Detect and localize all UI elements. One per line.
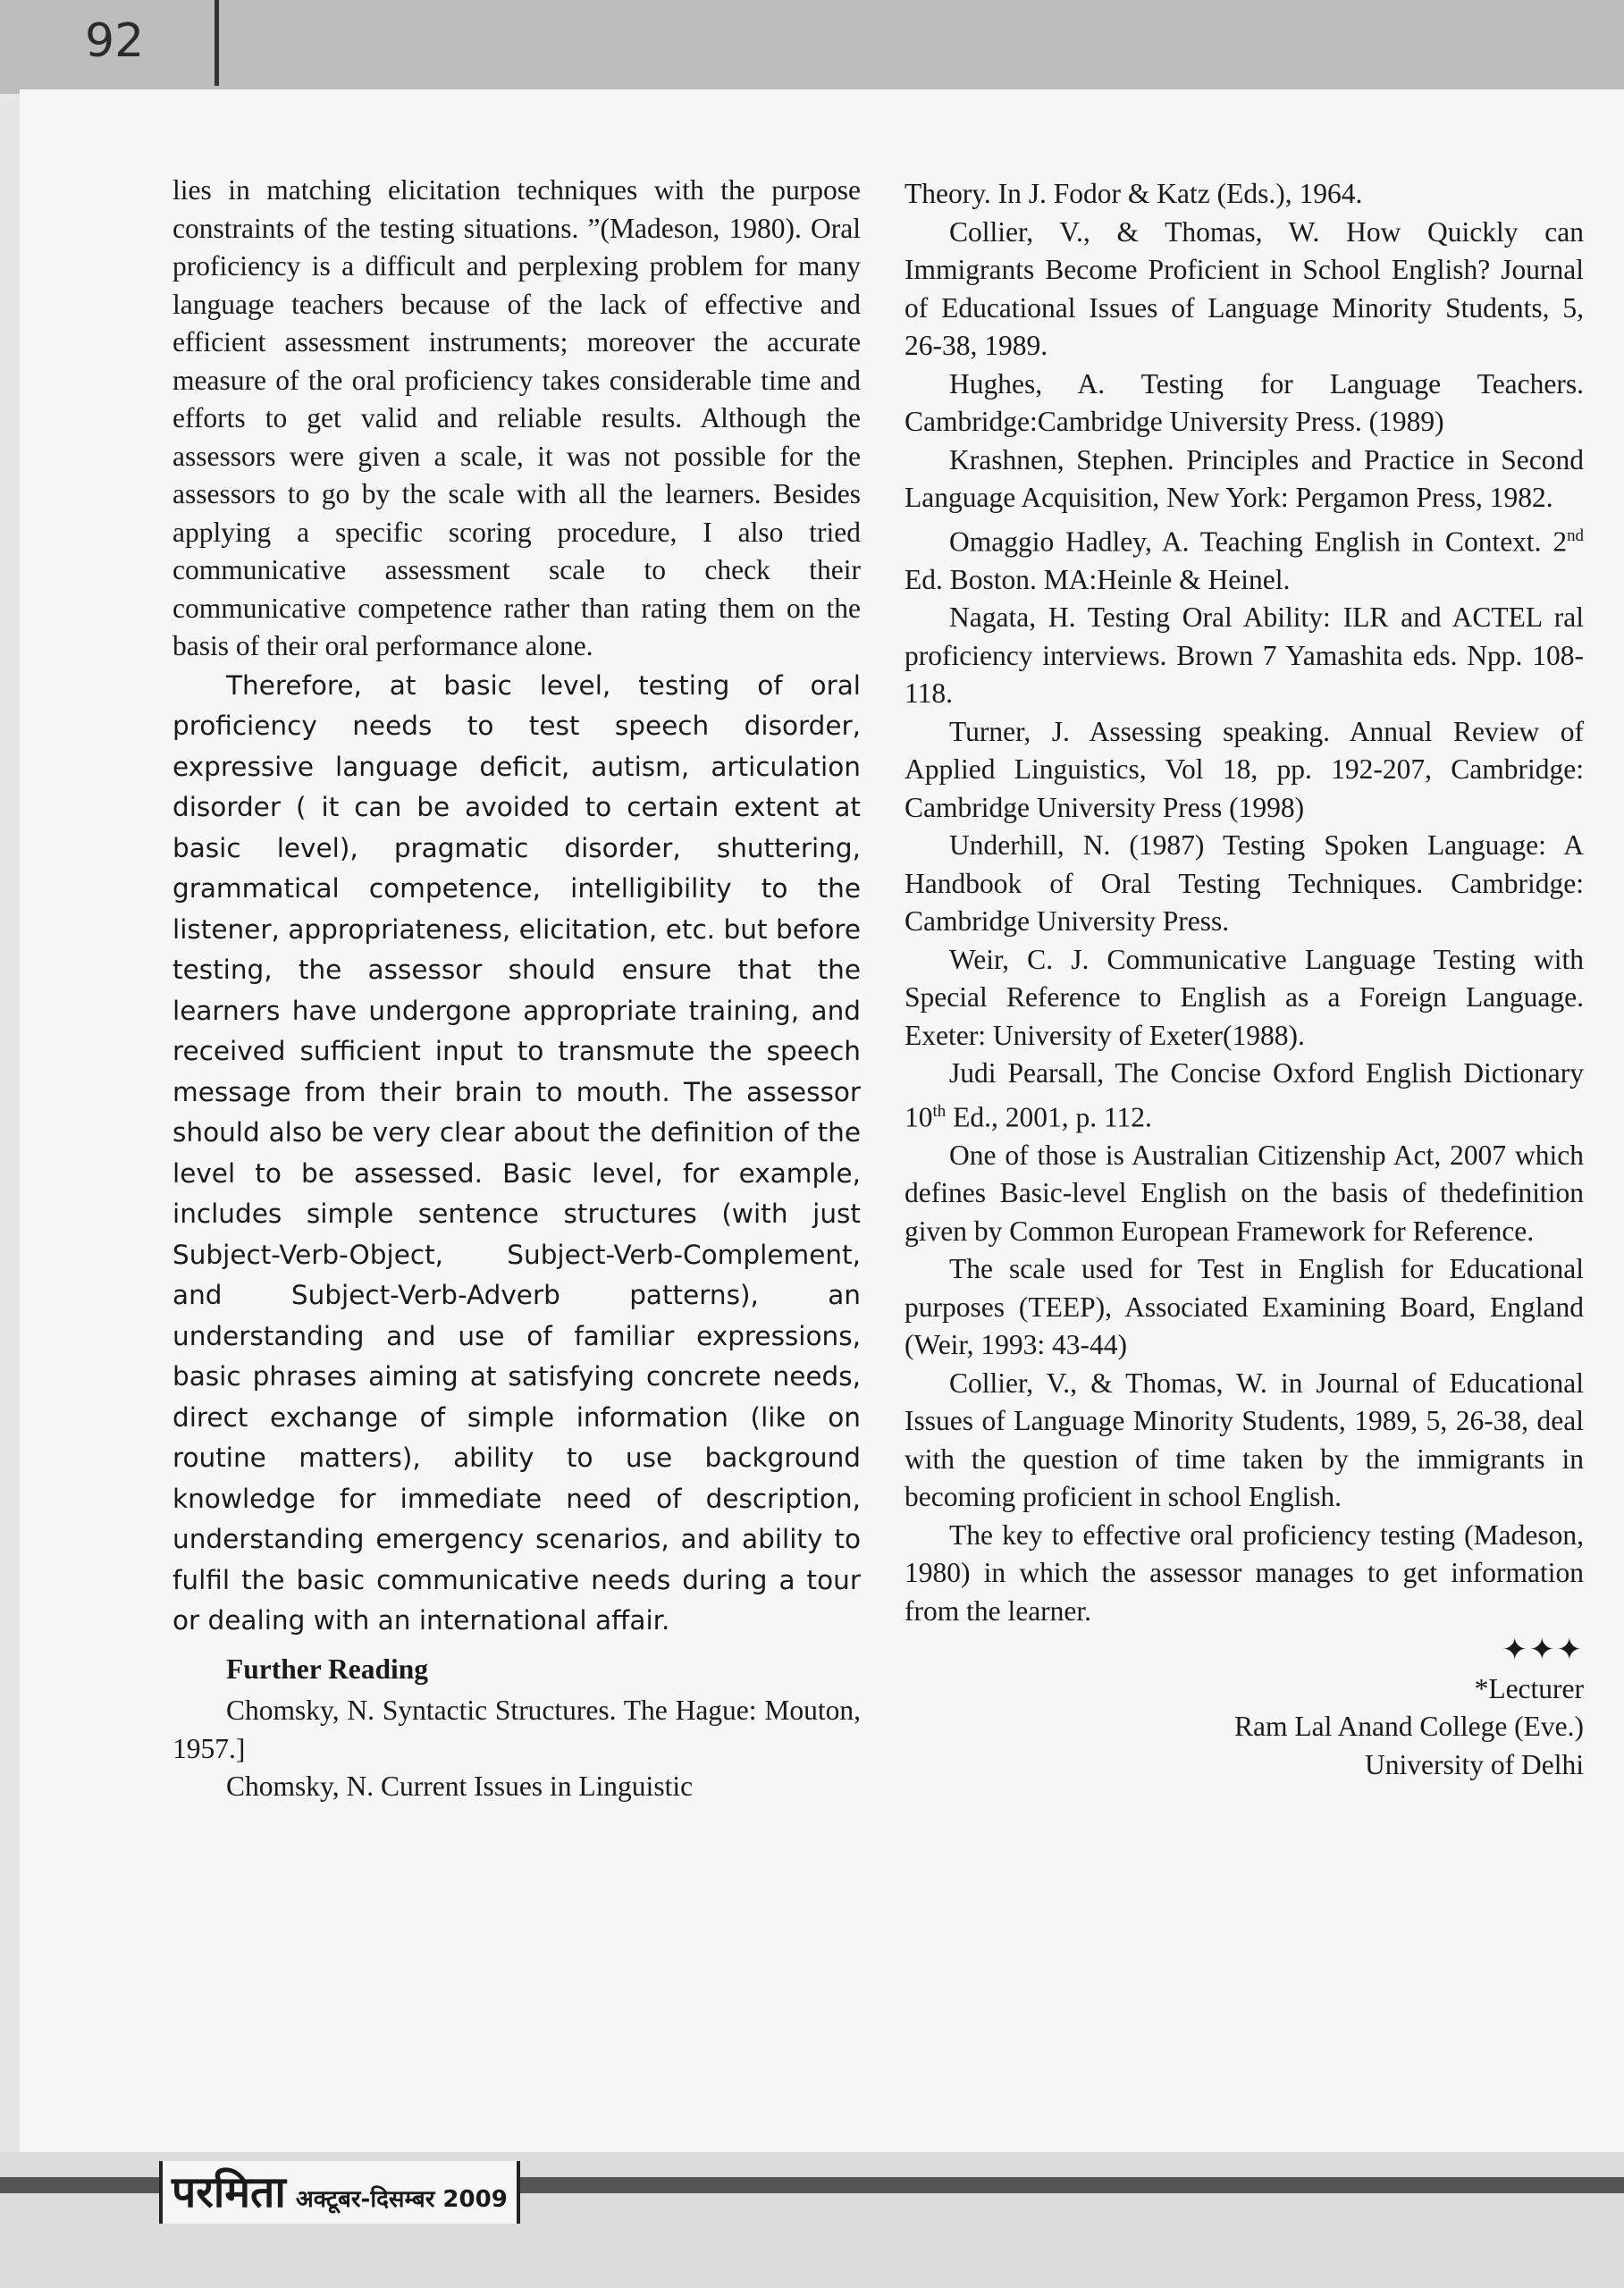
header-band bbox=[0, 0, 1624, 94]
reference-omaggio-hadley-b: Ed. Boston. MA:Heinle & Heinel. bbox=[905, 563, 1291, 595]
magazine-title: परमिता bbox=[172, 2167, 286, 2217]
header-divider bbox=[215, 0, 219, 86]
reference-hughes: Hughes, A. Testing for Language Teachers. Cambridge:Cambridge University Press. (1989) bbox=[905, 367, 1584, 437]
paragraph-1: lies in matching elicitation techniques with the purpose constraints of the testing situations. ”(Madeson, 1980). Oral proficiency is a difficult and perplexing problem for many language teachers because of the lack of effective and efficient assessment instruments; moreover the accurate measure of the oral proficiency takes considerable time and efforts to get valid and reliable results. Although the assessors were given a scale, it was not possible for the assessors to go by the scale with all the learners. Besides applying a specific scoring procedure, I also tried communicative assessment scale to check their communicative competence rather than rating them on the basis of their oral performance alone. bbox=[172, 174, 861, 661]
reference-pearsall-a: Judi Pearsall, The Concise Oxford English Dictionary 10 bbox=[905, 1057, 1584, 1132]
left-column bbox=[172, 172, 861, 1806]
reference-omaggio-hadley-a: Omaggio Hadley, A. Teaching English in Context. 2 bbox=[949, 526, 1568, 557]
reference-omaggio-hadley bbox=[905, 517, 1584, 600]
note-collier-thomas: Collier, V., & Thomas, W. in Journal of Educational Issues of Language Minority Students, 1989, 5, 26-38, deal with the question of time taken by the immigrants in becoming proficient in school English. bbox=[905, 1367, 1584, 1512]
note-key-to-testing: The key to effective oral proficiency testing (Madeson, 1980) in which the assessor manages to get information from the learner. bbox=[905, 1518, 1584, 1627]
note-teep-scale: The scale used for Test in English for Educational purposes (TEEP), Associated Examining Board, England (Weir, 1993: 43-44) bbox=[905, 1253, 1584, 1360]
reference-collier-thomas: Collier, V., & Thomas, W. How Quickly can Immigrants Become Proficient in School English? Journal of Educational Issues of Language Minority Students, 5, 26-38, 1989. bbox=[905, 215, 1584, 361]
author-role: *Lecturer bbox=[1474, 1672, 1584, 1704]
reference-krashnen: Krashnen, Stephen. Principles and Practice in Second Language Acquisition, New York: Pergamon Press, 1982. bbox=[905, 443, 1584, 513]
right-column bbox=[905, 175, 1584, 1784]
reference-weir: Weir, C. J. Communicative Language Testing with Special Reference to English as a Foreign Language. Exeter: University of Exeter(1988). bbox=[905, 943, 1584, 1051]
reference-chomsky-1964: Chomsky, N. Current Issues in Linguistic bbox=[226, 1771, 694, 1802]
author-university: University of Delhi bbox=[1365, 1748, 1584, 1780]
issue-date: अक्टूबर-दिसम्बर 2009 bbox=[295, 2186, 508, 2213]
reference-chomsky-1957: Chomsky, N. Syntactic Structures. The Hague: Mouton, 1957.] bbox=[172, 1695, 861, 1764]
reference-chomsky-1964-continued: Theory. In J. Fodor & Katz (Eds.), 1964. bbox=[905, 178, 1363, 209]
ornament-icon: ✦✦✦ bbox=[1502, 1634, 1584, 1667]
reference-pearsall bbox=[905, 1055, 1584, 1137]
author-college: Ram Lal Anand College (Eve.) bbox=[1233, 1711, 1584, 1742]
footer-label bbox=[159, 2161, 520, 2224]
page-number: 92 bbox=[85, 14, 145, 68]
ordinal-superscript: th bbox=[932, 1101, 947, 1121]
reference-underhill: Underhill, N. (1987) Testing Spoken Language: A Handbook of Oral Testing Techniques. Cambridge: Cambridge University Press. bbox=[905, 829, 1584, 937]
note-citizenship-act: One of those is Australian Citizenship Act, 2007 which defines Basic-level English on the basis of thedefinition given by Common European Framework for Reference. bbox=[905, 1139, 1584, 1247]
reference-pearsall-b: Ed., 2001, p. 112. bbox=[946, 1101, 1152, 1132]
further-reading-heading: Further Reading bbox=[226, 1653, 429, 1685]
reference-turner: Turner, J. Assessing speaking. Annual Review of Applied Linguistics, Vol 18, pp. 192-207, Cambridge: Cambridge University Press (1998) bbox=[905, 715, 1584, 823]
reference-nagata: Nagata, H. Testing Oral Ability: ILR and ACTEL ral proficiency interviews. Brown 7 Yamashita eds. Npp. 108-118. bbox=[905, 601, 1584, 709]
ordinal-superscript: nd bbox=[1567, 526, 1584, 545]
paragraph-2: Therefore, at basic level, testing of oral proficiency needs to test speech disorder, expressive language deficit, autism, articulation disorder ( it can be avoided to certain extent at basic level), pragmatic disorder, shuttering, grammatical competence, intelligibility to the listener, appropriateness, elicitation, etc. but before testing, the assessor should ensure that the learners have undergone appropriate training, and received sufficient input to transmute the speech message from their brain to mouth. The assessor should also be very clear about the definition of the level to be assessed. Basic level, for example, includes simple sentence structures (with just Subject-Verb-Object, Subject-Verb-Complement, and Subject-Verb-Adverb patterns), an understanding and use of familiar expressions, basic phrases aiming at satisfying concrete needs, direct exchange of simple information (like on routine matters), ability to use background knowledge for immediate need of description, understanding emergency scenarios, and ability to fulfil the basic communicative needs during a tour or dealing with an international affair. bbox=[172, 669, 861, 1636]
